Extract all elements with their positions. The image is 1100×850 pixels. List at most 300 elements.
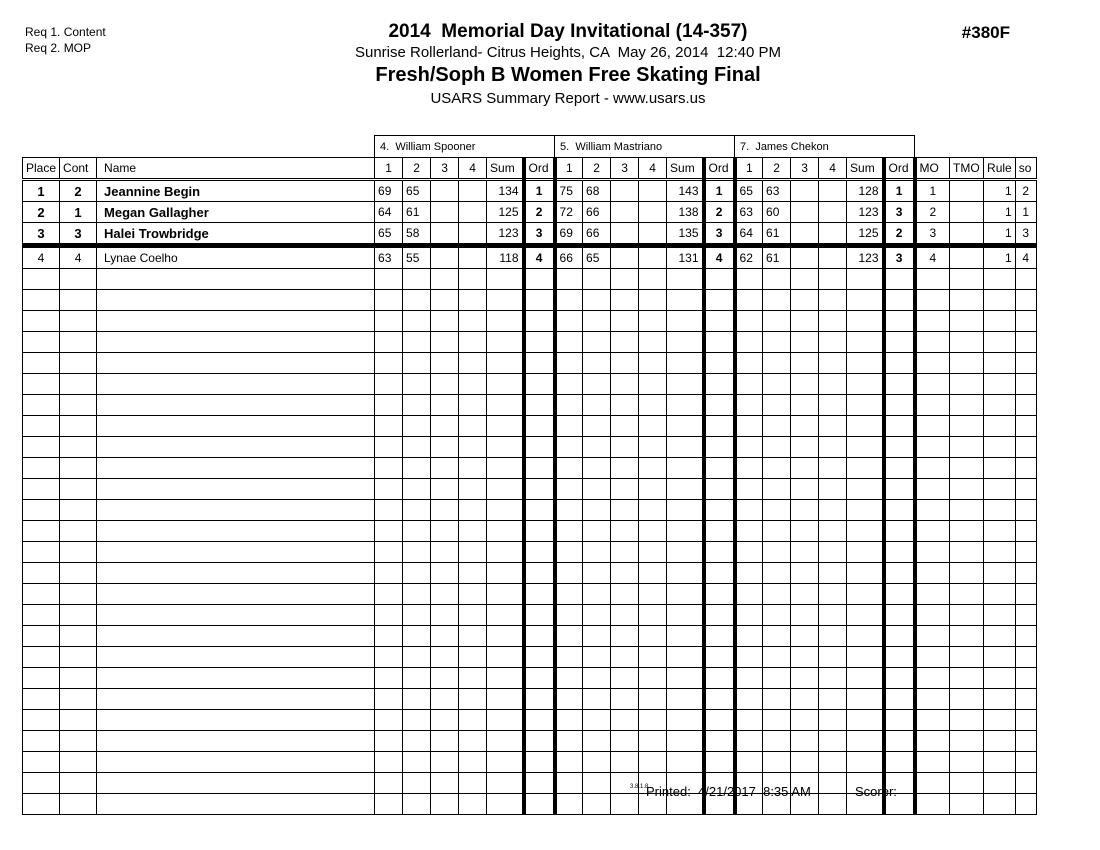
score-cell xyxy=(735,752,763,773)
rule-cell xyxy=(984,479,1016,500)
sum-cell: 118 xyxy=(487,246,524,269)
sum-cell xyxy=(847,752,884,773)
empty-row xyxy=(23,668,1037,689)
skater-name-cell xyxy=(97,668,375,689)
ordinal-cell xyxy=(704,311,735,332)
cont-cell: 1 xyxy=(60,202,97,223)
col-header-mark4: 4 xyxy=(819,158,847,180)
score-cell xyxy=(555,353,583,374)
place-cell xyxy=(23,626,60,647)
sum-cell xyxy=(847,563,884,584)
sum-cell xyxy=(487,710,524,731)
place-cell xyxy=(23,584,60,605)
place-cell xyxy=(23,542,60,563)
score-cell xyxy=(583,332,611,353)
tmo-cell xyxy=(950,689,984,710)
ordinal-cell xyxy=(704,290,735,311)
place-cell xyxy=(23,521,60,542)
rule-cell: 1 xyxy=(984,223,1016,246)
ordinal-cell: 3 xyxy=(704,223,735,246)
score-cell xyxy=(763,479,791,500)
req-note-2: Req 2. MOP xyxy=(25,41,92,55)
ordinal-cell xyxy=(884,374,915,395)
skater-name-cell xyxy=(97,605,375,626)
score-cell xyxy=(375,290,403,311)
score-cell xyxy=(611,395,639,416)
mo-cell xyxy=(915,437,950,458)
ordinal-cell xyxy=(704,521,735,542)
score-cell xyxy=(735,668,763,689)
table-row xyxy=(23,180,1037,202)
score-cell xyxy=(375,311,403,332)
score-cell xyxy=(403,647,431,668)
sum-cell xyxy=(847,416,884,437)
ordinal-cell xyxy=(704,542,735,563)
score-cell xyxy=(791,311,819,332)
score-cell xyxy=(819,374,847,395)
place-cell xyxy=(23,500,60,521)
cont-cell xyxy=(60,395,97,416)
score-cell xyxy=(763,584,791,605)
score-cell xyxy=(403,626,431,647)
score-cell xyxy=(791,584,819,605)
report-header xyxy=(36,20,1100,109)
score-cell xyxy=(819,311,847,332)
ordinal-cell xyxy=(524,626,555,647)
score-cell xyxy=(735,731,763,752)
score-cell xyxy=(583,542,611,563)
col-header-tmo: TMO xyxy=(950,158,984,180)
empty-row xyxy=(23,626,1037,647)
ordinal-cell xyxy=(524,647,555,668)
sum-cell xyxy=(847,374,884,395)
cont-cell xyxy=(60,521,97,542)
score-cell xyxy=(735,626,763,647)
skater-name-cell: Megan Gallagher xyxy=(97,202,375,223)
score-cell xyxy=(375,458,403,479)
score-cell xyxy=(611,710,639,731)
score-cell xyxy=(791,563,819,584)
score-cell xyxy=(819,773,847,794)
rule-cell xyxy=(984,332,1016,353)
sum-cell: 123 xyxy=(847,202,884,223)
score-cell xyxy=(611,584,639,605)
cont-cell xyxy=(60,269,97,290)
score-cell xyxy=(639,731,667,752)
score-cell xyxy=(583,626,611,647)
score-cell: 55 xyxy=(403,246,431,269)
sum-cell xyxy=(487,458,524,479)
score-cell xyxy=(555,269,583,290)
score-cell xyxy=(819,395,847,416)
score-cell xyxy=(459,353,487,374)
score-cell xyxy=(763,290,791,311)
cont-cell: 4 xyxy=(60,246,97,269)
score-cell xyxy=(375,500,403,521)
score-cell xyxy=(431,500,459,521)
rule-cell xyxy=(984,584,1016,605)
skater-name-cell xyxy=(97,542,375,563)
score-cell xyxy=(403,794,431,815)
score-cell xyxy=(819,223,847,246)
ordinal-cell: 1 xyxy=(704,180,735,202)
sum-cell xyxy=(487,773,524,794)
sum-cell xyxy=(487,332,524,353)
mo-cell xyxy=(915,290,950,311)
ordinal-cell xyxy=(884,563,915,584)
rule-cell xyxy=(984,290,1016,311)
col-header-ord: Ord xyxy=(704,158,735,180)
score-cell xyxy=(583,647,611,668)
score-cell xyxy=(431,689,459,710)
score-cell xyxy=(763,563,791,584)
cont-cell xyxy=(60,479,97,500)
sum-cell xyxy=(667,689,704,710)
sum-cell xyxy=(667,269,704,290)
col-header-mark3: 3 xyxy=(791,158,819,180)
rule-cell xyxy=(984,395,1016,416)
score-cell: 69 xyxy=(375,180,403,202)
cont-cell xyxy=(60,710,97,731)
score-cell xyxy=(403,542,431,563)
score-cell xyxy=(763,500,791,521)
so-cell xyxy=(1015,311,1036,332)
score-cell: 61 xyxy=(403,202,431,223)
score-cell xyxy=(791,647,819,668)
empty-row xyxy=(23,458,1037,479)
cont-cell: 2 xyxy=(60,180,97,202)
ordinal-cell xyxy=(524,290,555,311)
so-cell: 3 xyxy=(1015,223,1036,246)
ordinal-cell: 3 xyxy=(884,246,915,269)
empty-row xyxy=(23,563,1037,584)
skater-name-cell xyxy=(97,731,375,752)
sum-cell xyxy=(847,710,884,731)
col-header-sum: Sum xyxy=(667,158,704,180)
score-cell xyxy=(375,353,403,374)
score-cell xyxy=(791,500,819,521)
cont-cell xyxy=(60,605,97,626)
score-cell xyxy=(819,500,847,521)
score-cell xyxy=(583,269,611,290)
score-cell xyxy=(763,668,791,689)
sum-cell xyxy=(847,458,884,479)
skater-name-cell: Halei Trowbridge xyxy=(97,223,375,246)
score-cell xyxy=(819,563,847,584)
score-cell xyxy=(403,269,431,290)
cont-cell xyxy=(60,752,97,773)
skater-name-cell xyxy=(97,269,375,290)
mo-cell xyxy=(915,710,950,731)
score-cell xyxy=(375,395,403,416)
empty-row xyxy=(23,647,1037,668)
score-cell xyxy=(583,794,611,815)
sum-cell: 125 xyxy=(847,223,884,246)
sum-cell xyxy=(487,374,524,395)
rule-cell xyxy=(984,374,1016,395)
rule-cell xyxy=(984,773,1016,794)
ordinal-cell xyxy=(884,710,915,731)
score-cell xyxy=(431,269,459,290)
score-cell: 60 xyxy=(763,202,791,223)
mo-cell xyxy=(915,332,950,353)
tmo-cell xyxy=(950,500,984,521)
score-cell xyxy=(555,479,583,500)
score-cell xyxy=(459,731,487,752)
score-cell xyxy=(403,500,431,521)
empty-row xyxy=(23,479,1037,500)
ordinal-cell xyxy=(524,353,555,374)
score-cell xyxy=(611,437,639,458)
score-cell xyxy=(459,269,487,290)
sum-cell xyxy=(847,353,884,374)
score-cell xyxy=(611,773,639,794)
ordinal-cell xyxy=(524,374,555,395)
skater-name-cell xyxy=(97,563,375,584)
score-cell xyxy=(403,731,431,752)
score-cell xyxy=(583,584,611,605)
ordinal-cell xyxy=(524,521,555,542)
results-table xyxy=(22,135,1037,815)
sum-cell: 128 xyxy=(847,180,884,202)
score-cell xyxy=(819,647,847,668)
place-cell xyxy=(23,752,60,773)
col-header-place: Place xyxy=(23,158,60,180)
sum-cell xyxy=(847,584,884,605)
score-cell xyxy=(639,605,667,626)
score-cell xyxy=(611,223,639,246)
score-cell xyxy=(639,269,667,290)
ordinal-cell xyxy=(524,458,555,479)
score-cell xyxy=(819,710,847,731)
cont-cell xyxy=(60,794,97,815)
tmo-cell xyxy=(950,668,984,689)
score-cell xyxy=(375,710,403,731)
skater-name-cell xyxy=(97,353,375,374)
score-cell xyxy=(431,731,459,752)
rule-cell xyxy=(984,521,1016,542)
tmo-cell xyxy=(950,180,984,202)
col-header-mark2: 2 xyxy=(583,158,611,180)
sum-cell xyxy=(487,395,524,416)
sum-cell xyxy=(667,311,704,332)
mo-cell xyxy=(915,479,950,500)
score-cell xyxy=(555,500,583,521)
col-header-mark4: 4 xyxy=(639,158,667,180)
score-cell xyxy=(459,479,487,500)
score-cell xyxy=(735,563,763,584)
col-header-ord: Ord xyxy=(524,158,555,180)
score-cell xyxy=(791,626,819,647)
sum-cell xyxy=(487,290,524,311)
score-cell: 62 xyxy=(735,246,763,269)
score-cell xyxy=(583,353,611,374)
score-cell xyxy=(403,290,431,311)
so-cell xyxy=(1015,794,1036,815)
mo-cell xyxy=(915,311,950,332)
so-cell: 4 xyxy=(1015,246,1036,269)
sum-cell xyxy=(847,521,884,542)
score-cell xyxy=(555,374,583,395)
cont-cell xyxy=(60,584,97,605)
score-cell xyxy=(583,773,611,794)
score-cell xyxy=(459,374,487,395)
score-cell xyxy=(819,180,847,202)
skater-name-cell xyxy=(97,752,375,773)
score-cell xyxy=(583,500,611,521)
col-header-mark2: 2 xyxy=(763,158,791,180)
cont-cell xyxy=(60,332,97,353)
score-cell xyxy=(555,458,583,479)
so-cell xyxy=(1015,584,1036,605)
sum-cell: 135 xyxy=(667,223,704,246)
sum-cell xyxy=(667,458,704,479)
score-cell xyxy=(735,542,763,563)
meet-code: #380F xyxy=(961,23,1010,42)
place-cell xyxy=(23,794,60,815)
score-cell xyxy=(819,353,847,374)
ordinal-cell: 3 xyxy=(524,223,555,246)
mo-cell xyxy=(915,794,950,815)
score-cell xyxy=(403,605,431,626)
cont-cell xyxy=(60,668,97,689)
score-cell xyxy=(611,290,639,311)
score-cell xyxy=(583,710,611,731)
place-cell xyxy=(23,374,60,395)
score-cell xyxy=(403,332,431,353)
ordinal-cell xyxy=(704,752,735,773)
so-cell xyxy=(1015,605,1036,626)
score-cell xyxy=(763,752,791,773)
ordinal-cell xyxy=(704,668,735,689)
sum-cell xyxy=(847,311,884,332)
score-cell xyxy=(583,605,611,626)
score-cell: 65 xyxy=(403,180,431,202)
score-cell xyxy=(819,542,847,563)
empty-row xyxy=(23,584,1037,605)
rule-cell xyxy=(984,794,1016,815)
left-spacer xyxy=(23,136,375,158)
sum-cell xyxy=(847,395,884,416)
score-cell xyxy=(375,479,403,500)
score-cell xyxy=(611,416,639,437)
col-header-mark4: 4 xyxy=(459,158,487,180)
ordinal-cell xyxy=(524,437,555,458)
score-cell xyxy=(375,521,403,542)
score-cell xyxy=(819,290,847,311)
score-cell xyxy=(791,374,819,395)
cont-cell xyxy=(60,416,97,437)
score-cell xyxy=(639,332,667,353)
ordinal-cell xyxy=(524,752,555,773)
score-cell xyxy=(459,437,487,458)
score-cell xyxy=(459,521,487,542)
score-cell xyxy=(375,605,403,626)
ordinal-cell xyxy=(704,605,735,626)
tmo-cell xyxy=(950,479,984,500)
sum-cell xyxy=(847,626,884,647)
score-cell xyxy=(375,584,403,605)
sum-cell xyxy=(847,668,884,689)
mo-cell xyxy=(915,500,950,521)
skater-name-cell xyxy=(97,311,375,332)
score-cell xyxy=(555,773,583,794)
score-cell xyxy=(583,521,611,542)
sum-cell xyxy=(667,710,704,731)
place-cell xyxy=(23,689,60,710)
cont-cell xyxy=(60,563,97,584)
score-cell xyxy=(639,647,667,668)
place-cell xyxy=(23,353,60,374)
ordinal-cell xyxy=(704,500,735,521)
place-cell xyxy=(23,647,60,668)
sum-cell: 134 xyxy=(487,180,524,202)
score-cell xyxy=(639,710,667,731)
ordinal-cell xyxy=(884,542,915,563)
so-cell xyxy=(1015,416,1036,437)
score-cell: 66 xyxy=(555,246,583,269)
mo-cell xyxy=(915,395,950,416)
score-cell xyxy=(819,479,847,500)
rule-cell xyxy=(984,668,1016,689)
score-cell xyxy=(555,437,583,458)
so-cell xyxy=(1015,731,1036,752)
sum-cell xyxy=(487,731,524,752)
score-cell xyxy=(555,332,583,353)
score-cell xyxy=(459,202,487,223)
score-cell xyxy=(763,332,791,353)
score-cell xyxy=(375,374,403,395)
place-cell: 2 xyxy=(23,202,60,223)
mo-cell: 1 xyxy=(915,180,950,202)
score-cell: 75 xyxy=(555,180,583,202)
cont-cell: 3 xyxy=(60,223,97,246)
table-row xyxy=(23,246,1037,269)
score-cell xyxy=(763,647,791,668)
score-cell xyxy=(639,521,667,542)
table-row xyxy=(23,202,1037,223)
ordinal-cell: 2 xyxy=(524,202,555,223)
score-cell xyxy=(819,689,847,710)
score-cell xyxy=(735,374,763,395)
tmo-cell xyxy=(950,246,984,269)
score-cell xyxy=(791,202,819,223)
sum-cell xyxy=(667,626,704,647)
score-cell xyxy=(431,668,459,689)
so-cell xyxy=(1015,374,1036,395)
sum-cell xyxy=(667,731,704,752)
score-cell xyxy=(431,437,459,458)
ordinal-cell xyxy=(884,395,915,416)
sum-cell: 123 xyxy=(847,246,884,269)
sum-cell xyxy=(667,752,704,773)
sum-cell xyxy=(487,353,524,374)
score-cell: 66 xyxy=(583,223,611,246)
skater-name-cell: Lynae Coelho xyxy=(97,246,375,269)
score-cell xyxy=(431,521,459,542)
score-cell xyxy=(403,437,431,458)
tmo-cell xyxy=(950,584,984,605)
ordinal-cell xyxy=(704,269,735,290)
skater-name-cell xyxy=(97,395,375,416)
score-cell xyxy=(375,437,403,458)
page-subtitle: Sunrise Rollerland- Citrus Heights, CA May 26, 2014 12:40 PM xyxy=(354,44,782,61)
sum-cell xyxy=(847,269,884,290)
score-cell xyxy=(763,542,791,563)
so-cell: 1 xyxy=(1015,202,1036,223)
score-cell xyxy=(611,752,639,773)
mo-cell: 2 xyxy=(915,202,950,223)
